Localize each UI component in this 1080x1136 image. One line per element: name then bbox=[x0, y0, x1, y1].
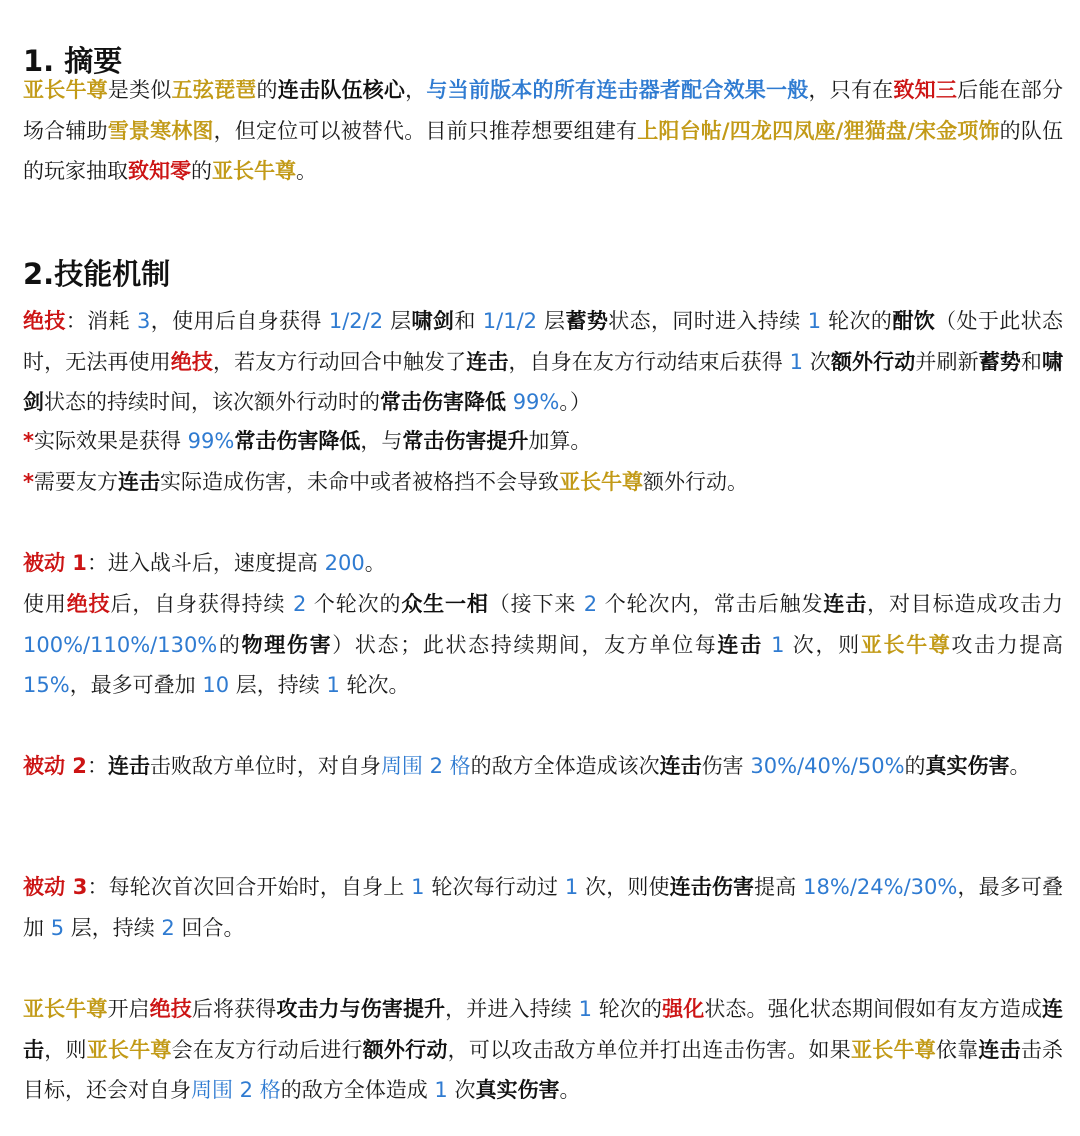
text-run: ，但定位可以被替代。目前只推荐想要组建有 bbox=[213, 118, 638, 143]
emphasis-run: 2 bbox=[161, 915, 175, 940]
text-run: 和 bbox=[454, 309, 483, 333]
text-run: ，自身在友方行动结束后获得 bbox=[508, 349, 790, 374]
text-run: 使用 bbox=[23, 592, 67, 616]
text-run: ：消耗 bbox=[65, 309, 137, 333]
emphasis-run: 99% bbox=[187, 429, 235, 453]
text-run: 的队伍的玩家抽取 bbox=[23, 118, 1064, 183]
emphasis-run: 连击队伍核心 bbox=[277, 78, 406, 102]
emphasis-run: 常击伤害提升 bbox=[402, 429, 529, 453]
emphasis-run: 绝技 bbox=[149, 997, 192, 1021]
summary-paragraph bbox=[23, 70, 1063, 192]
text-run: ，可以攻击敌方单位并打出连击伤害。如果 bbox=[447, 1037, 851, 1062]
emphasis-run: 众生一相 bbox=[401, 592, 489, 616]
text-run: 轮次每行动过 bbox=[424, 875, 565, 899]
text-run: ，使用后自身获得 bbox=[150, 309, 329, 333]
emphasis-run: 30%/40%/50% bbox=[750, 754, 905, 778]
emphasis-run: 常击伤害降低 bbox=[234, 429, 361, 453]
emphasis-run: 1 bbox=[434, 1078, 448, 1102]
emphasis-run: 亚长牛尊 bbox=[860, 632, 952, 657]
text-run bbox=[506, 390, 513, 414]
emphasis-run: * bbox=[23, 470, 34, 494]
emphasis-run: 2 bbox=[292, 592, 307, 616]
emphasis-run: 100%/110%/130% bbox=[23, 632, 218, 657]
emphasis-run: 18%/24%/30% bbox=[803, 875, 958, 899]
emphasis-run: 绝技 bbox=[170, 349, 213, 374]
text-run bbox=[763, 633, 771, 657]
text-run: 实际造成伤害，未命中或者被格挡不会导致 bbox=[159, 470, 559, 494]
emphasis-run: 连击 bbox=[117, 470, 160, 494]
text-run: 层 bbox=[383, 309, 412, 333]
emphasis-run: 连击 bbox=[107, 754, 150, 778]
emphasis-run: 1 bbox=[411, 875, 425, 899]
text-run: ，对目标造成攻击力 bbox=[867, 592, 1063, 616]
emphasis-run: 连击 bbox=[717, 632, 763, 657]
emphasis-run: 200 bbox=[324, 551, 365, 575]
text-run: 开启 bbox=[107, 997, 150, 1021]
emphasis-run: 常击伤害降低 bbox=[380, 390, 506, 414]
text-run: 。 bbox=[1009, 754, 1031, 778]
text-run: 回合。 bbox=[174, 915, 245, 940]
emphasis-run: 1/1/2 bbox=[482, 309, 537, 333]
text-run: 轮次。 bbox=[339, 673, 410, 697]
text-run: 个轮次内，常击后触发 bbox=[597, 592, 824, 616]
text-run: 击败敌方单位时，对自身 bbox=[149, 754, 381, 778]
text-run: ，最多可叠加 bbox=[69, 673, 203, 697]
emphasis-run: 1 bbox=[564, 875, 579, 899]
emphasis-run: 1 bbox=[807, 309, 822, 333]
text-run: 的 bbox=[191, 159, 212, 183]
text-run: 的 bbox=[256, 78, 278, 102]
text-run: 次 bbox=[803, 349, 831, 374]
text-run: ： bbox=[86, 754, 108, 778]
emphasis-run: 额外行动 bbox=[362, 1037, 448, 1062]
emphasis-run: 10 bbox=[202, 673, 230, 697]
emphasis-run: 真实伤害 bbox=[925, 754, 1010, 778]
emphasis-run: 物理伤害 bbox=[241, 632, 333, 657]
emphasis-run: 亚长牛尊 bbox=[558, 470, 643, 494]
text-run: ，只有在 bbox=[808, 78, 894, 102]
emphasis-run: 啸剑 bbox=[411, 309, 455, 333]
emphasis-run: 五弦琵琶 bbox=[171, 78, 257, 102]
text-run: ：进入战斗后，速度提高 bbox=[86, 551, 325, 575]
passive-3-paragraph bbox=[23, 867, 1063, 948]
emphasis-run: 上阳台帖/四龙四凤座/狸猫盘/宋金项饰 bbox=[637, 118, 1000, 143]
text-run: ，则 bbox=[44, 1037, 87, 1062]
mechanic-summary-paragraph bbox=[23, 989, 1063, 1111]
section-skills-heading: 2.技能机制 bbox=[23, 257, 171, 291]
text-run: 额外行动。 bbox=[642, 470, 748, 494]
emphasis-run: 亚长牛尊 bbox=[850, 1037, 936, 1062]
emphasis-run: 15% bbox=[23, 673, 70, 697]
emphasis-run: 1/2/2 bbox=[328, 309, 384, 333]
text-run: ）状态；此状态持续期间，友方单位每 bbox=[332, 632, 718, 657]
text-run: 后能在部分场合辅助 bbox=[23, 78, 1064, 143]
emphasis-run: 致知零 bbox=[128, 159, 191, 183]
text-run: 并刷新 bbox=[915, 349, 979, 374]
text-run: 实际效果是获得 bbox=[33, 429, 188, 453]
emphasis-run: 绝技 bbox=[66, 592, 111, 616]
text-run: 击杀目标，还会对自身 bbox=[23, 1037, 1064, 1102]
text-run: 。 bbox=[296, 159, 317, 183]
passive-1-speed bbox=[23, 543, 1063, 584]
ultimate-note-1 bbox=[23, 421, 1063, 462]
text-run: ，并进入持续 bbox=[445, 997, 579, 1021]
text-run: 提高 bbox=[754, 875, 804, 899]
text-run: 次 bbox=[447, 1078, 476, 1102]
section-summary-heading: 1. 摘要 bbox=[23, 44, 123, 78]
text-run: 的敌方全体造成该次 bbox=[470, 754, 660, 778]
text-run: 轮次的 bbox=[591, 997, 663, 1021]
emphasis-run: 啸剑 bbox=[23, 349, 1064, 414]
text-run: 是类似 bbox=[107, 78, 172, 102]
ultimate-skill-paragraph bbox=[23, 301, 1063, 423]
emphasis-run: 1 bbox=[771, 632, 785, 657]
emphasis-run: 连击 bbox=[978, 1037, 1021, 1062]
text-run: 后，自身获得持续 bbox=[110, 592, 293, 616]
text-run: 需要友方 bbox=[33, 470, 118, 494]
text-run: （接下来 bbox=[488, 592, 584, 616]
emphasis-run: 亚长牛尊 bbox=[23, 78, 108, 102]
ultimate-note-2 bbox=[23, 462, 1063, 503]
text-run: 层，持续 bbox=[229, 673, 327, 697]
emphasis-run: * bbox=[23, 429, 34, 453]
emphasis-run: 连击 bbox=[23, 997, 1064, 1062]
text-run: 加算。 bbox=[528, 429, 592, 453]
text-run: 的 bbox=[217, 632, 242, 657]
emphasis-run: 亚长牛尊 bbox=[212, 159, 296, 183]
text-run: 后将获得 bbox=[191, 997, 277, 1021]
text-run: 层 bbox=[537, 309, 566, 333]
emphasis-run: 与当前版本的所有连击器者配合效果一般 bbox=[426, 78, 809, 102]
emphasis-run: 被动 3 bbox=[23, 875, 88, 899]
text-run: 的 bbox=[904, 754, 926, 778]
text-run: 和 bbox=[1020, 349, 1043, 374]
emphasis-run: 致知三 bbox=[893, 78, 958, 102]
emphasis-run: 99% bbox=[512, 390, 560, 414]
text-run: 。 bbox=[364, 551, 386, 575]
text-run: ， bbox=[405, 78, 427, 102]
emphasis-run: 真实伤害 bbox=[475, 1078, 560, 1102]
text-run: ，若友方行动回合中触发了 bbox=[212, 349, 467, 374]
emphasis-run: 连击 bbox=[466, 349, 509, 374]
text-run: 次，则使 bbox=[578, 875, 670, 899]
emphasis-run: 3 bbox=[136, 309, 151, 333]
emphasis-run: 1 bbox=[326, 673, 340, 697]
emphasis-run: 蓄势 bbox=[565, 309, 609, 333]
text-run: 状态。强化状态期间假如有友方造成 bbox=[704, 997, 1043, 1021]
text-run: 。 bbox=[559, 1078, 581, 1102]
text-run: 层，持续 bbox=[64, 915, 162, 940]
text-run: 状态的持续时间，该次额外行动时的 bbox=[44, 390, 380, 414]
text-run: 个轮次的 bbox=[306, 592, 402, 616]
text-run: （处于此状态时，无法再使用 bbox=[23, 309, 1063, 374]
emphasis-run: 额外行动 bbox=[830, 349, 916, 374]
text-run: 攻击力提高 bbox=[951, 632, 1064, 657]
emphasis-run: 蓄势 bbox=[978, 349, 1021, 374]
passive-2-paragraph bbox=[23, 746, 1063, 787]
emphasis-run: 亚长牛尊 bbox=[23, 997, 108, 1021]
text-run: 的敌方全体造成 bbox=[280, 1078, 435, 1102]
emphasis-run: 连击伤害 bbox=[669, 875, 755, 899]
emphasis-run: 1 bbox=[578, 997, 592, 1021]
text-run: 依靠 bbox=[935, 1037, 979, 1062]
emphasis-run: 周围 2 格 bbox=[191, 1078, 281, 1102]
text-run: 伤害 bbox=[701, 754, 751, 778]
emphasis-run: 强化 bbox=[662, 997, 705, 1021]
text-run: 会在友方行动后进行 bbox=[171, 1037, 363, 1062]
emphasis-run: 1 bbox=[789, 349, 804, 374]
emphasis-run: 绝技 bbox=[23, 309, 66, 333]
emphasis-run: 连击 bbox=[659, 754, 702, 778]
emphasis-run: 被动 1 bbox=[23, 551, 87, 575]
emphasis-run: 雪景寒林图 bbox=[107, 118, 214, 143]
text-run: ：每轮次首次回合开始时，自身上 bbox=[87, 875, 412, 899]
text-run: 次，则 bbox=[784, 632, 861, 657]
passive-1-detail bbox=[23, 584, 1063, 706]
emphasis-run: 亚长牛尊 bbox=[86, 1037, 172, 1062]
text-run: 轮次的 bbox=[821, 309, 893, 333]
text-run: 状态，同时进入持续 bbox=[608, 309, 808, 333]
emphasis-run: 酣饮 bbox=[892, 309, 936, 333]
text-run: ，最多可叠加 bbox=[23, 875, 1063, 940]
emphasis-run: 周围 2 格 bbox=[380, 754, 471, 778]
emphasis-run: 攻击力与伤害提升 bbox=[276, 997, 446, 1021]
emphasis-run: 5 bbox=[50, 915, 65, 940]
emphasis-run: 被动 2 bbox=[23, 754, 87, 778]
text-run: 。） bbox=[559, 390, 591, 414]
emphasis-run: 连击 bbox=[823, 592, 868, 616]
emphasis-run: 2 bbox=[583, 592, 598, 616]
text-run: ，与 bbox=[360, 429, 403, 453]
